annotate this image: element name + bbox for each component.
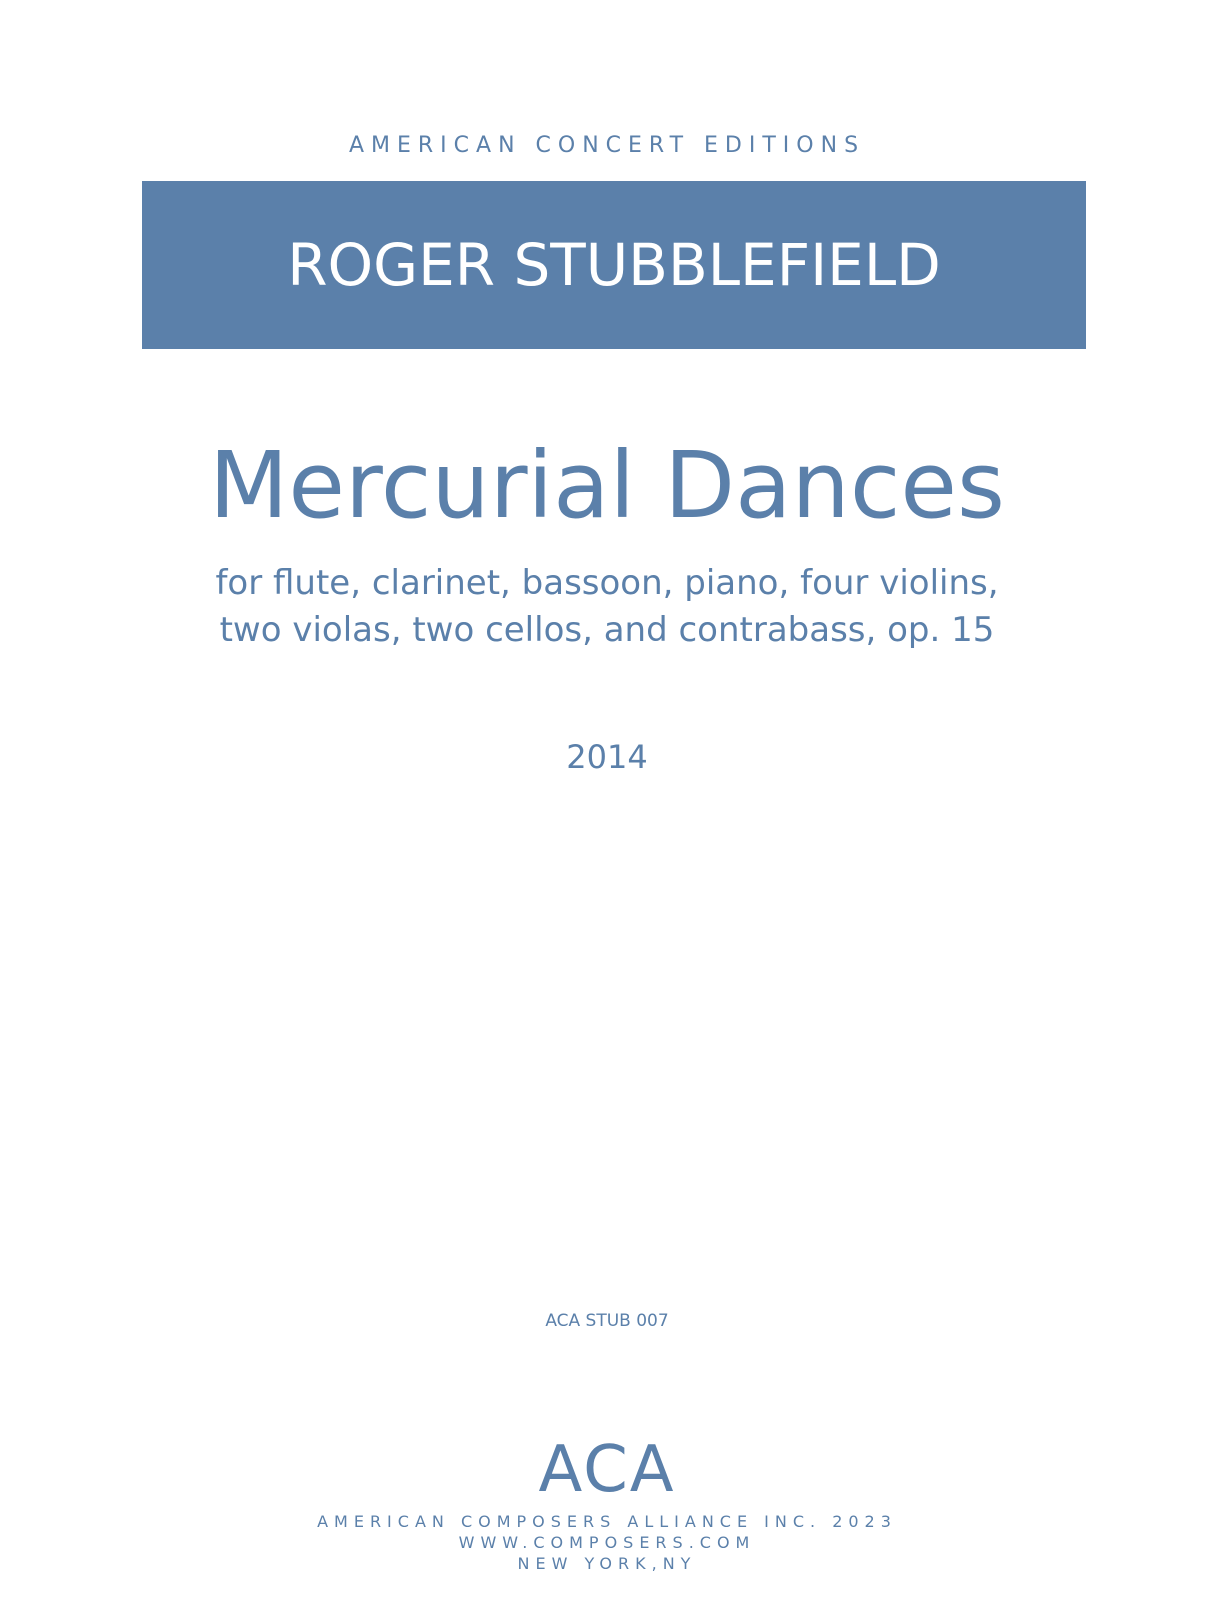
instrumentation bbox=[0, 560, 1214, 654]
work-title: Mercurial Dances bbox=[209, 432, 1005, 539]
composer-banner bbox=[142, 181, 1086, 349]
publisher-location: NEW YORK,NY bbox=[517, 1554, 697, 1573]
publisher-website: WWW.COMPOSERS.COM bbox=[458, 1533, 756, 1552]
composer-name: ROGER STUBBLEFIELD bbox=[287, 231, 941, 299]
publisher-name: AMERICAN COMPOSERS ALLIANCE INC. 2023 bbox=[317, 1512, 897, 1531]
instrumentation-line-2: two violas, two cellos, and contrabass, op. 15 bbox=[219, 610, 995, 650]
publisher-logo: ACA bbox=[538, 1433, 676, 1507]
series-label: AMERICAN CONCERT EDITIONS bbox=[348, 133, 866, 158]
catalog-number: ACA STUB 007 bbox=[545, 1311, 669, 1331]
instrumentation-line-1: for flute, clarinet, bassoon, piano, four violins, bbox=[215, 563, 999, 603]
composition-year: 2014 bbox=[566, 738, 648, 776]
